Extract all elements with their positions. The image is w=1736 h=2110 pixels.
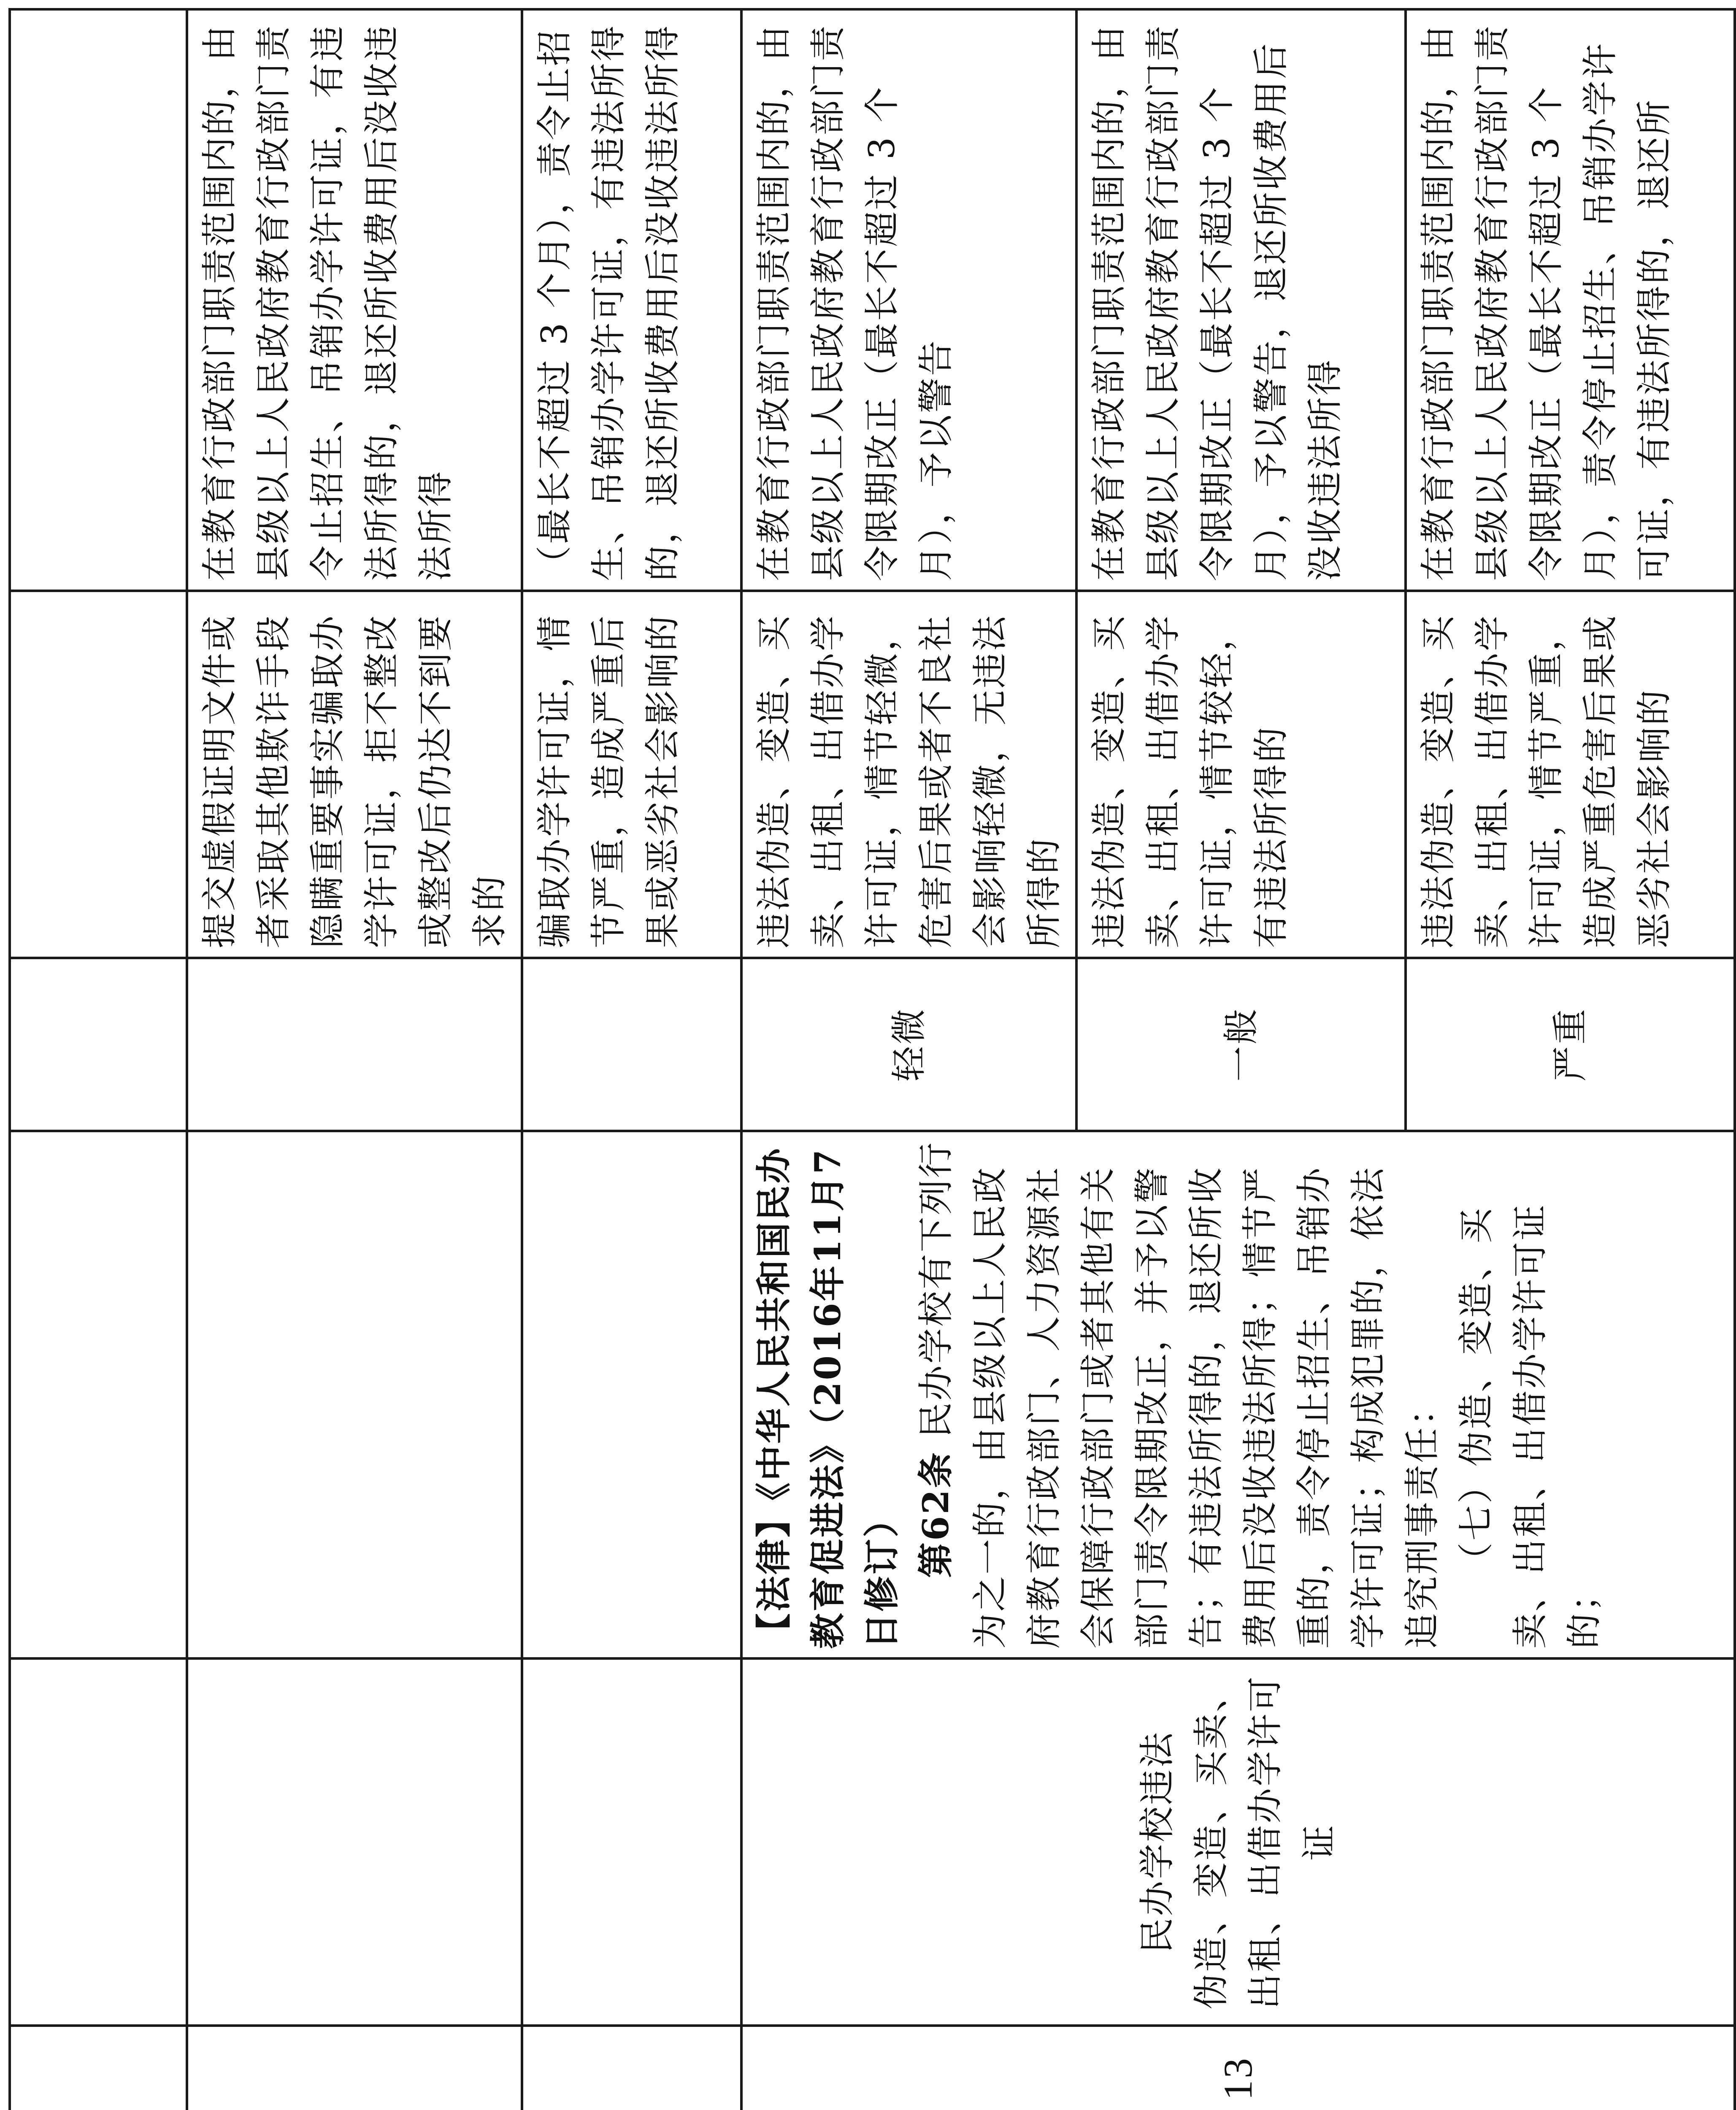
standard-cell: 在教育行政部门职责范围内的，由县级以上人民政府教育行政部门责令限期改正（最长不超过 3 个月），予以警告 — [741, 9, 1076, 591]
level-cell: 轻微 — [741, 958, 1076, 1131]
cell-item-prev2 — [187, 1658, 522, 2026]
cell-circumstance-prev — [10, 591, 187, 958]
item-name: 民办学校违法 — [1136, 1731, 1178, 1954]
cell-number-prev — [10, 2026, 187, 2110]
basis-text: 民办学校有下列行为之一的，由县级以上人民政府教育行政部门、人力资源社会保障行政部门或者其他有关部门责令限期改正，并予以警告；有违法所得的，退还所收费用后没收违法所得；情节严重的，责令停止招生、吊销办学许可证；构成犯罪的，依法追究刑事责任： — [915, 1141, 1443, 1649]
standard-cell: 在教育行政部门职责范围内的，由县级以上人民政府教育行政部门责令限期改正（最长不超过 3 个月），责令停止招生、吊销办学许可证，有违法所得的，退还所 — [1406, 9, 1735, 591]
table-row — [741, 9, 1076, 2110]
cell-standard-prev — [10, 9, 187, 591]
table-row — [522, 9, 741, 2110]
table-row — [187, 9, 522, 2110]
circumstance-cell: 提交虚假证明文件或者采取其他欺诈手段隐瞒重要事实骗取办学许可证，拒不整改或整改后仍达不到要求的 — [187, 591, 522, 958]
cell-basis-prev3 — [522, 1131, 741, 1658]
cell-level-prev2 — [187, 958, 522, 1131]
level-cell: 严重 — [1406, 958, 1735, 1131]
standard-cell: 在教育行政部门职责范围内的，由县级以上人民政府教育行政部门责令止招生、吊销办学许可证，有违法所得的，退还所收费用后没收违法所得 — [187, 9, 522, 591]
cell-item-prev — [10, 1658, 187, 2026]
item-number: 13 — [741, 2026, 1735, 2110]
basis-article: 第62条 — [915, 1451, 957, 1578]
standard-cell: （最长不超过 3 个月），责令止招生、吊销办学许可证，有违法所得的，退还所收费用后没收违法所得 — [522, 9, 741, 591]
cell-basis-prev — [10, 1131, 187, 1658]
cell-level-prev — [10, 958, 187, 1131]
circumstance-cell: 骗取办学许可证，情节严重，造成严重后果或恶劣社会影响的 — [522, 591, 741, 958]
cell-level-prev3 — [522, 958, 741, 1131]
cell-number-prev2 — [187, 2026, 522, 2110]
legal-basis-cell — [741, 1131, 1735, 1658]
table-row — [10, 9, 187, 2110]
standard-cell: 在教育行政部门职责范围内的，由县级以上人民政府教育行政部门责令限期改正（最长不超过 3 个月），予以警告，退还所收费用后没收违法所得 — [1076, 9, 1406, 591]
cell-item-prev3 — [522, 1658, 741, 2026]
item-sub: 伪造、变造、买卖、出租、出借办学许可证 — [1190, 1675, 1340, 2010]
basis-clause: （七）伪造、变造、买卖、出租、出借办学许可证的； — [1455, 1203, 1605, 1649]
item-name-cell — [741, 1658, 1735, 2026]
cell-basis-prev2 — [187, 1131, 522, 1658]
basis-head: 【法律】《中华人民共和国民办教育促进法》（2016年11月7日修订） — [753, 1146, 903, 1649]
circumstance-cell: 违法伪造、变造、买卖、出租、出借办学许可证，情节较轻，有违法所得的 — [1076, 591, 1406, 958]
cell-number-prev3 — [522, 2026, 741, 2110]
level-cell: 一般 — [1076, 958, 1406, 1131]
circumstance-cell: 违法伪造、变造、买卖、出租、出借办学许可证，情节轻微，危害后果或者不良社会影响轻微，无违法所得的 — [741, 591, 1076, 958]
circumstance-cell: 违法伪造、变造、买卖、出租、出借办学许可证，情节严重，造成严重危害后果或恶劣社会影响的 — [1406, 591, 1735, 958]
penalty-table — [8, 8, 1736, 2110]
